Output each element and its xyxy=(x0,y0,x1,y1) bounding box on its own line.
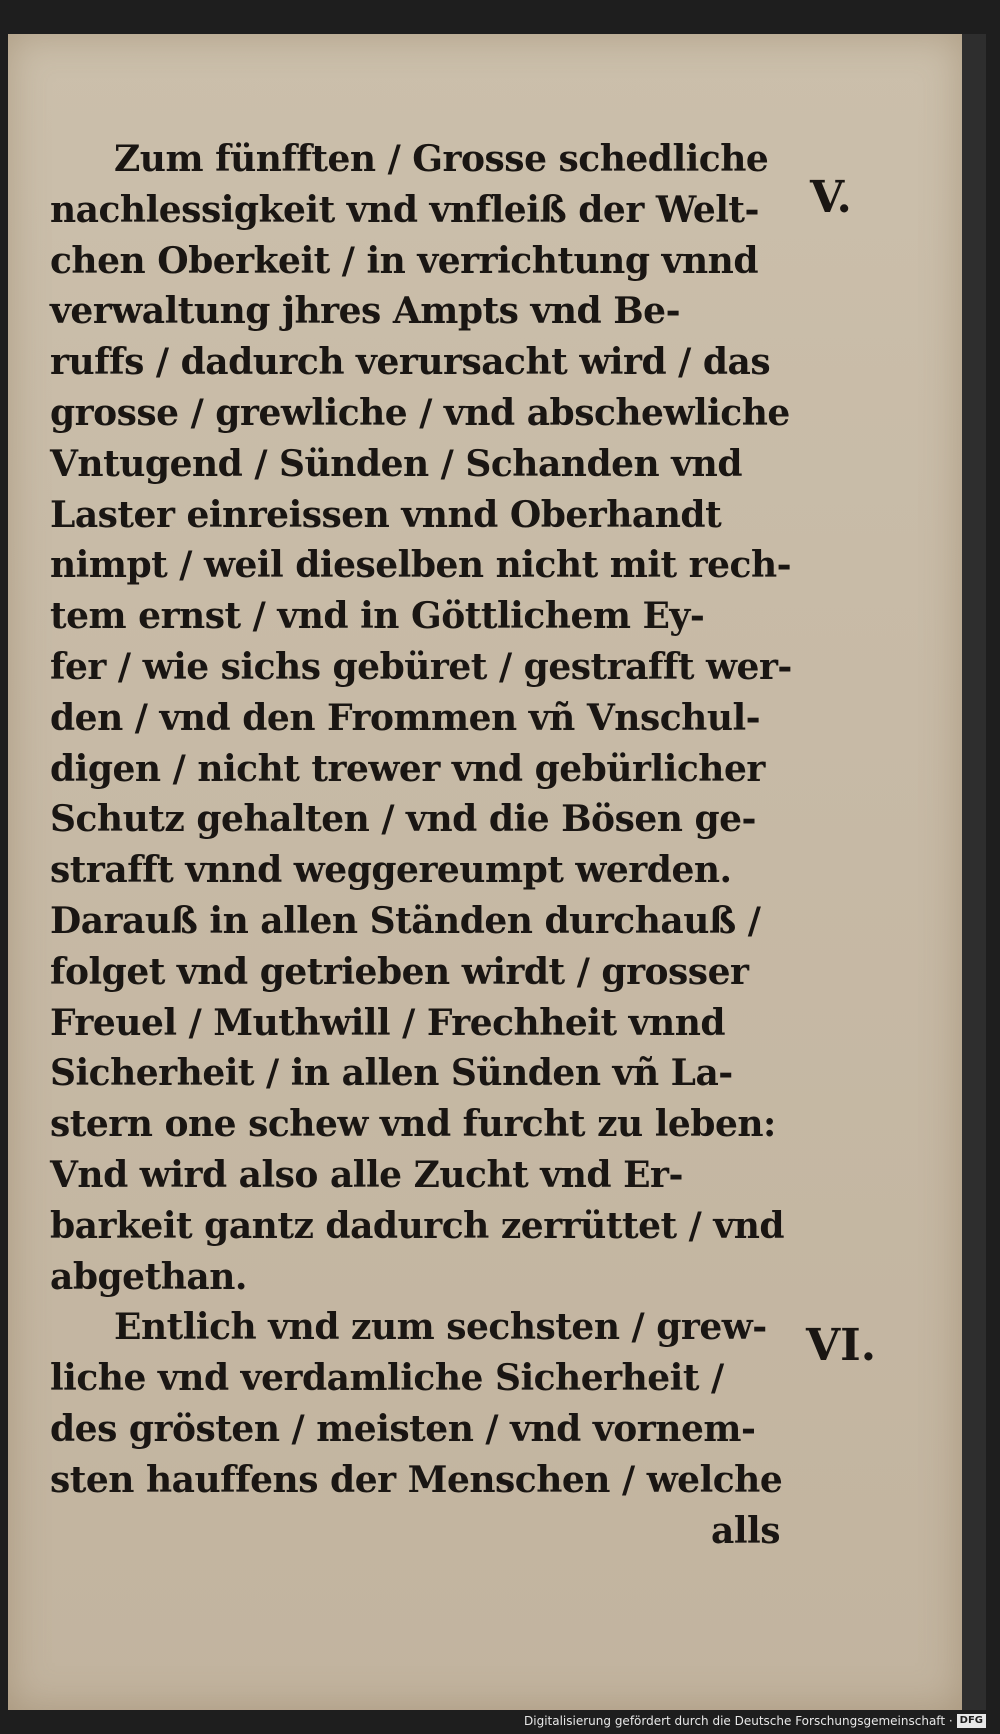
text-line: chen Oberkeit / in verrichtung vnnd xyxy=(50,239,759,282)
footer-credit xyxy=(524,1712,986,1730)
text-line: folget vnd getrieben wirdt / grosser xyxy=(50,950,749,993)
text-line: Sicherheit / in allen Sünden vñ La- xyxy=(50,1052,733,1095)
text-line: Zum fünfften / Grosse schedliche xyxy=(114,138,769,180)
text-line: Darauß in allen Ständen durchauß / xyxy=(50,899,761,942)
text-line: Vntugend / Sünden / Schanden vnd xyxy=(50,442,742,485)
text-line: barkeit gantz dadurch zerrüttet / vnd xyxy=(50,1204,785,1247)
text-line: abgethan. xyxy=(50,1255,247,1298)
dfg-logo: DFG xyxy=(957,1714,986,1728)
text-line: grosse / grewliche / vnd abschewliche xyxy=(50,391,790,434)
text-line: stern one schew vnd furcht zu leben: xyxy=(50,1103,776,1146)
text-line: strafft vnnd weggereumpt werden. xyxy=(50,849,732,892)
text-line: ruffs / dadurch verursacht wird / das xyxy=(50,341,771,384)
text-line: sten hauffens der Menschen / welche xyxy=(50,1458,783,1501)
marginal-numeral-v: V. xyxy=(810,172,852,223)
catchword: alls xyxy=(711,1509,780,1552)
text-line: Laster einreissen vnnd Oberhandt xyxy=(50,493,722,536)
text-line: des grösten / meisten / vnd vornem- xyxy=(50,1407,756,1450)
text-line: nimpt / weil dieselben nicht mit rech- xyxy=(50,544,792,587)
text-line: Vnd wird also alle Zucht vnd Er- xyxy=(50,1153,683,1196)
text-line: Freuel / Muthwill / Frechheit vnnd xyxy=(50,1001,726,1044)
text-line: liche vnd verdamliche Sicherheit / xyxy=(50,1357,724,1400)
text-line: fer / wie sichs gebüret / gestrafft wer- xyxy=(50,645,792,688)
text-line: nachlessigkeit vnd vnfleiß der Welt- xyxy=(50,188,759,231)
text-line: verwaltung jhres Ampts vnd Be- xyxy=(50,290,681,333)
page-edge xyxy=(962,34,986,1710)
book-page xyxy=(8,34,968,1710)
text-line: tem ernst / vnd in Göttlichem Ey- xyxy=(50,595,705,638)
text-line: digen / nicht trewer vnd gebürlicher xyxy=(50,747,765,790)
page-text xyxy=(50,134,792,1556)
marginal-numeral-vi: VI. xyxy=(806,1320,877,1371)
text-line: Schutz gehalten / vnd die Bösen ge- xyxy=(50,798,756,841)
footer-text: Digitalisierung gefördert durch die Deutsche Forschungsgemeinschaft · xyxy=(524,1714,953,1728)
text-line: Entlich vnd zum sechsten / grew- xyxy=(114,1306,767,1349)
text-line: den / vnd den Frommen vñ Vnschul- xyxy=(50,696,761,739)
